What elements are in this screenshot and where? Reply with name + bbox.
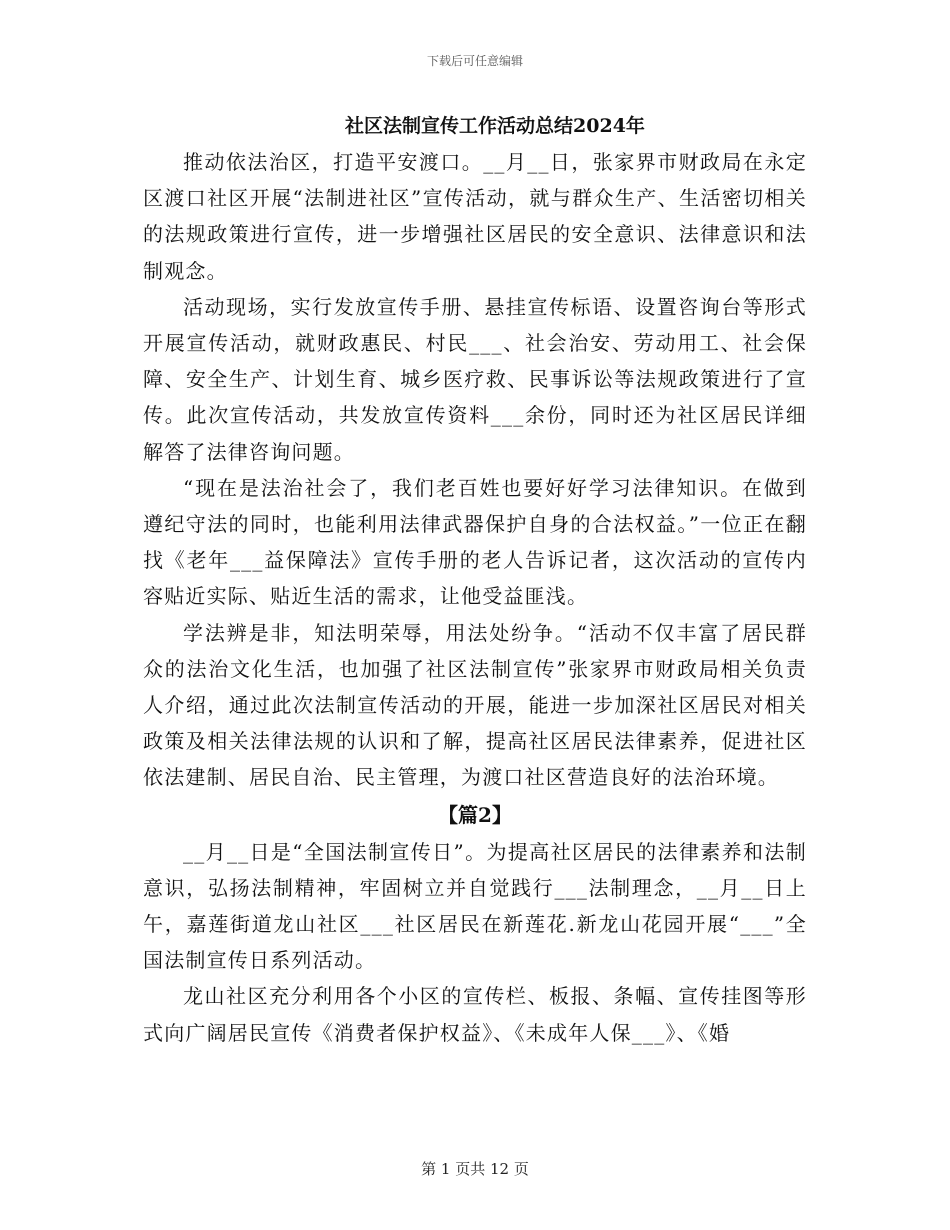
- paragraph: 活动现场，实行发放宣传手册、悬挂宣传标语、设置咨询台等形式开展宣传活动，就财政惠民、村民___、社会治安、劳动用工、社会保障、安全生产、计划生育、城乡医疗救、民事诉讼等法规政策进行了宣传。此次宣传活动，共发放宣传资料___余份，同时还为社区居民详细解答了法律咨询问题。: [143, 294, 807, 464]
- document-body: [143, 108, 807, 1051]
- section-heading: 【篇2】: [438, 802, 512, 827]
- paragraph: 推动依法治区，打造平安渡口。__月__日，张家界市财政局在永定区渡口社区开展“法制进社区”宣传活动，就与群众生产、生活密切相关的法规政策进行宣传，进一步增强社区居民的安全意识、法律意识和法制观念。: [143, 150, 807, 283]
- header-note: 下载后可任意编辑: [426, 54, 523, 68]
- paragraph: 学法辨是非，知法明荣辱，用法处纷争。“活动不仅丰富了居民群众的法治文化生活，也加强了社区法制宣传”张家界市财政局相关负责人介绍，通过此次法制宣传活动的开展，能进一步加深社区居民对相关政策及相关法律法规的认识和了解，提高社区居民法律素养，促进社区依法建制、居民自治、民主管理，为渡口社区营造良好的法治环境。: [143, 620, 807, 790]
- paragraph: __月__日是“全国法制宣传日”。为提高社区居民的法律素养和法制意识，弘扬法制精神，牢固树立并自觉践行___法制理念，__月__日上午，嘉莲街道龙山社区___社区居民在新莲花.新龙山花园开展“___”全国法制宣传日系列活动。: [143, 839, 807, 973]
- paragraph: 龙山社区充分利用各个小区的宣传栏、板报、条幅、宣传挂图等形式向广阔居民宣传《消费者保护权益》、《未成年人保___》、《婚: [143, 984, 807, 1045]
- document-title: 社区法制宣传工作活动总结2024年: [345, 115, 645, 137]
- paragraph: “现在是法治社会了，我们老百姓也要好好学习法律知识。在做到遵纪守法的同时，也能利用法律武器保护自身的合法权益。”一位正在翻找《老年___益保障法》宣传手册的老人告诉记者，这次活动的宣传内容贴近实际、贴近生活的需求，让他受益匪浅。: [143, 475, 807, 609]
- page-number: 第 1 页共 12 页: [421, 1160, 529, 1178]
